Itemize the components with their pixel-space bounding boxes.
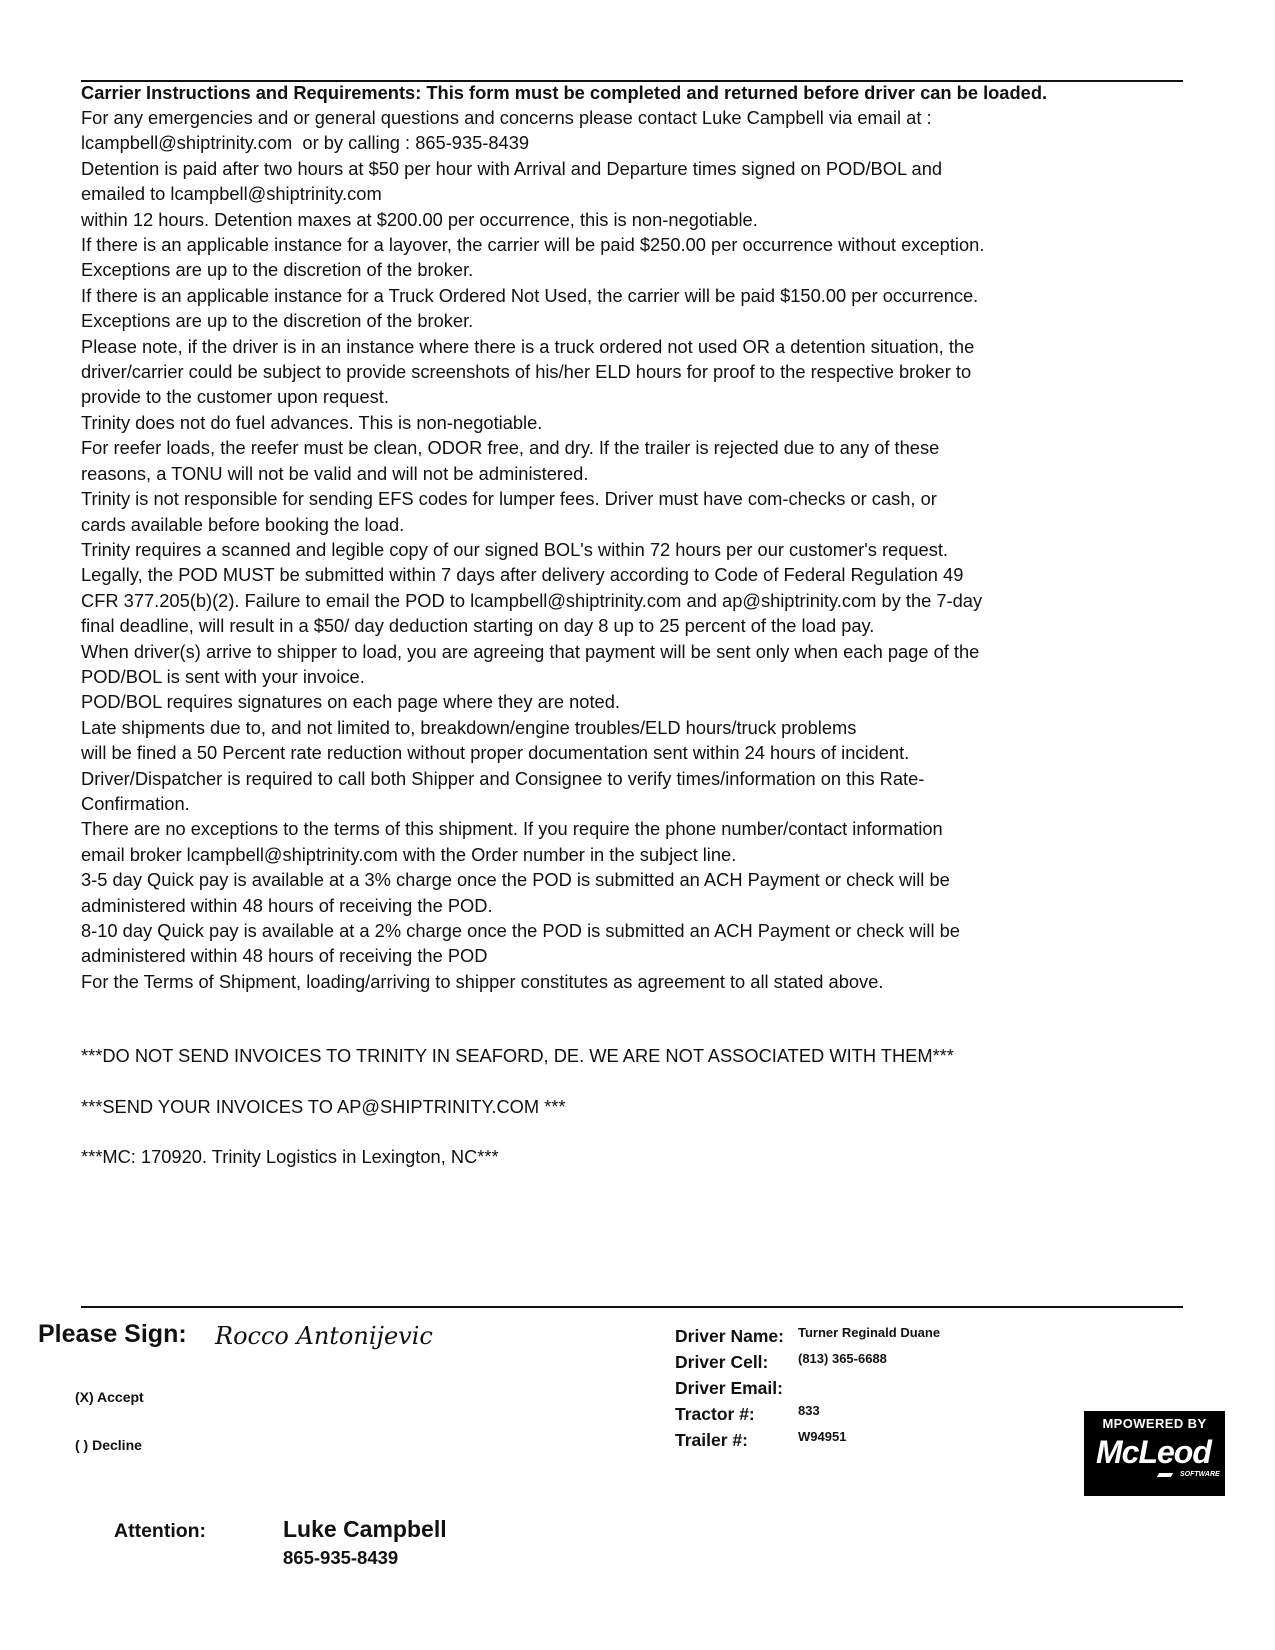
decline-option[interactable]: ( ) Decline xyxy=(75,1437,142,1453)
driver-name-value: Turner Reginald Duane xyxy=(798,1325,941,1340)
driver-email-label: Driver Email: xyxy=(675,1378,783,1398)
attention-name: Luke Campbell xyxy=(283,1516,447,1542)
logo-slash-mark xyxy=(1157,1473,1173,1477)
signature-divider xyxy=(81,1306,1183,1308)
mcleod-logo xyxy=(1084,1411,1225,1496)
signature-field[interactable]: Rocco Antonijevic xyxy=(215,1322,433,1350)
trailer-label: Trailer #: xyxy=(675,1430,748,1450)
driver-cell-value: (813) 365-6688 xyxy=(798,1351,887,1366)
notice-seaford: ***DO NOT SEND INVOICES TO TRINITY IN SEAFORD, DE. WE ARE NOT ASSOCIATED WITH THEM*** xyxy=(81,1045,954,1066)
tractor-value: 833 xyxy=(798,1403,820,1418)
notice-mc-number: ***MC: 170920. Trinity Logistics in Lexington, NC*** xyxy=(81,1146,499,1167)
attention-label: Attention: xyxy=(114,1520,207,1542)
instructions-heading: Carrier Instructions and Requirements: This form must be completed and returned before driver can be loaded. xyxy=(81,82,1048,103)
logo-software: SOFTWARE xyxy=(1180,1471,1220,1478)
tractor-label: Tractor #: xyxy=(675,1404,755,1424)
notice-send-invoices: ***SEND YOUR INVOICES TO AP@SHIPTRINITY.COM *** xyxy=(81,1096,566,1117)
accept-option[interactable]: (X) Accept xyxy=(75,1389,144,1405)
trailer-value: W94951 xyxy=(798,1429,847,1444)
instructions-body: For any emergencies and or general questions and concerns please contact Luke Campbell via email at : lcampbell@shiptrinity.com or by calling : 865-935-8439 Detention is paid after two hours at $50 per hour with Arrival and Departure times signed on POD/BOL and emailed to lcampbell@shiptrinity.com within 12 hours. Detention maxes at $200.00 per occurrence, this is non-negotiable. If there is an applicable instance for a layover, the carrier will be paid $250.00 per occurrence without exception. Exceptions are up to the discretion of the broker. If there is an applicable instance for a Truck Ordered Not Used, the carrier will be paid $150.00 per occurrence. Exceptions are up to the discretion of the broker. Please note, if the driver is in an instance where there is a truck ordered not used OR a detention situation, the driver/carrier could be subject to provide screenshots of his/her ELD hours for proof to the respective broker to provide to the customer upon request. Trinity does not do fuel advances. This is non-negotiable. For reefer loads, the reefer must be clean, ODOR free, and dry. If the trailer is rejected due to any of these reasons, a TONU will not be valid and will not be administered. Trinity is not responsible for sending EFS codes for lumper fees. Driver must have com-checks or cash, or cards available before booking the load. Trinity requires a scanned and legible copy of our signed BOL's within 72 hours per our customer's request. Legally, the POD MUST be submitted within 7 days after delivery according to Code of Federal Regulation 49 CFR 377.205(b)(2). Failure to email the POD to lcampbell@shiptrinity.com and ap@shiptrinity.com by the 7-day final deadline, will result in a $50/ day deduction starting on day 8 up to 25 percent of the load pay. When driver(s) arrive to shipper to load, you are agreeing that payment will be sent only when each page of the POD/BOL is sent with your invoice. POD/BOL requires signatures on each page where they are noted. Late shipments due to, and not limited to, breakdown/engine troubles/ELD hours/truck problems will be fined a 50 Percent rate reduction without proper documentation sent within 24 hours of incident. Driver/Dispatcher is required to call both Shipper and Consignee to verify times/information on this Rate- Confirmation. There are no exceptions to the terms of this shipment. If you require the phone number/contact information email broker lcampbell@shiptrinity.com with the Order number in the subject line. 3-5 day Quick pay is available at a 3% charge once the POD is submitted an ACH Payment or check will be administered within 48 hours of receiving the POD. 8-10 day Quick pay is available at a 2% charge once the POD is submitted an ACH Payment or check will be administered within 48 hours of receiving the POD For the Terms of Shipment, loading/arriving to shipper constitutes as agreement to all stated above. xyxy=(81,107,985,992)
driver-cell-label: Driver Cell: xyxy=(675,1352,769,1372)
logo-brand: McLeod xyxy=(1096,1434,1211,1470)
logo-powered-by: MPOWERED BY xyxy=(1102,1416,1207,1431)
please-sign-label: Please Sign: xyxy=(38,1320,187,1348)
attention-phone: 865-935-8439 xyxy=(283,1547,399,1568)
driver-name-label: Driver Name: xyxy=(675,1326,784,1346)
